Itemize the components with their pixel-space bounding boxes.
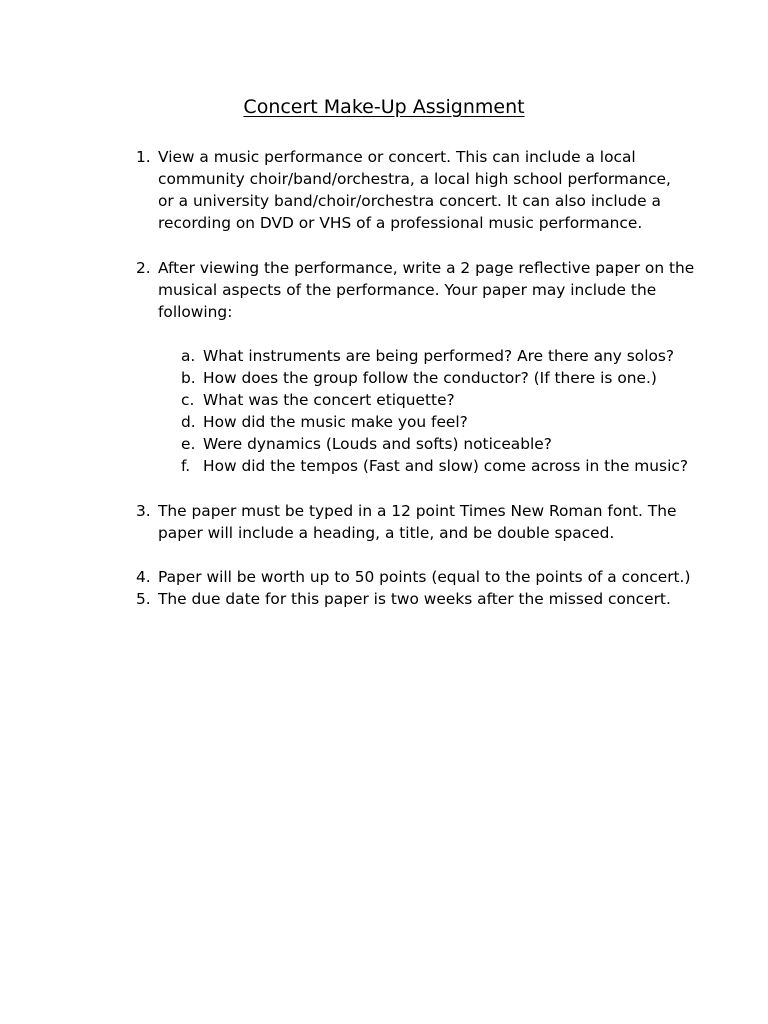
sub-item-text: How did the tempos (Fast and slow) come across in the music? <box>203 457 688 475</box>
list-item-line: or a university band/choir/orchestra concert. It can also include a <box>158 192 661 210</box>
sub-item-text: What was the concert etiquette? <box>203 391 455 409</box>
list-item-line: View a music performance or concert. This can include a local <box>158 148 636 166</box>
list-item-line: The due date for this paper is two weeks after the missed concert. <box>158 590 671 608</box>
sub-item-letter: d. <box>181 413 196 431</box>
sub-item-text: What instruments are being performed? Are there any solos? <box>203 347 675 365</box>
list-item-line: The paper must be typed in a 12 point Times New Roman font. The <box>158 502 677 520</box>
list-item-line: paper will include a heading, a title, and be double spaced. <box>158 524 615 542</box>
list-item-number: 1. <box>136 148 151 166</box>
list-item-number: 5. <box>136 590 151 608</box>
list-item-line: community choir/band/orchestra, a local high school performance, <box>158 170 671 188</box>
sub-item-letter: a. <box>181 347 196 365</box>
list-item-line: following: <box>158 303 233 321</box>
list-item-line: recording on DVD or VHS of a professional music performance. <box>158 214 643 232</box>
sub-item-text: How does the group follow the conductor? (If there is one.) <box>203 369 657 387</box>
list-item-line: musical aspects of the performance. Your paper may include the <box>158 281 657 299</box>
sub-item-text: Were dynamics (Louds and softs) noticeable? <box>203 435 552 453</box>
sub-item-letter: b. <box>181 369 196 387</box>
list-item-number: 4. <box>136 568 151 586</box>
sub-item-letter: f. <box>181 457 191 475</box>
list-item-line: Paper will be worth up to 50 points (equal to the points of a concert.) <box>158 568 691 586</box>
list-item-number: 3. <box>136 502 151 520</box>
sub-item-letter: c. <box>181 391 195 409</box>
list-item-number: 2. <box>136 259 151 277</box>
page-title: Concert Make-Up Assignment <box>243 96 525 118</box>
sub-item-letter: e. <box>181 435 196 453</box>
list-item-line: After viewing the performance, write a 2 page reflective paper on the <box>158 259 695 277</box>
sub-item-text: How did the music make you feel? <box>203 413 468 431</box>
